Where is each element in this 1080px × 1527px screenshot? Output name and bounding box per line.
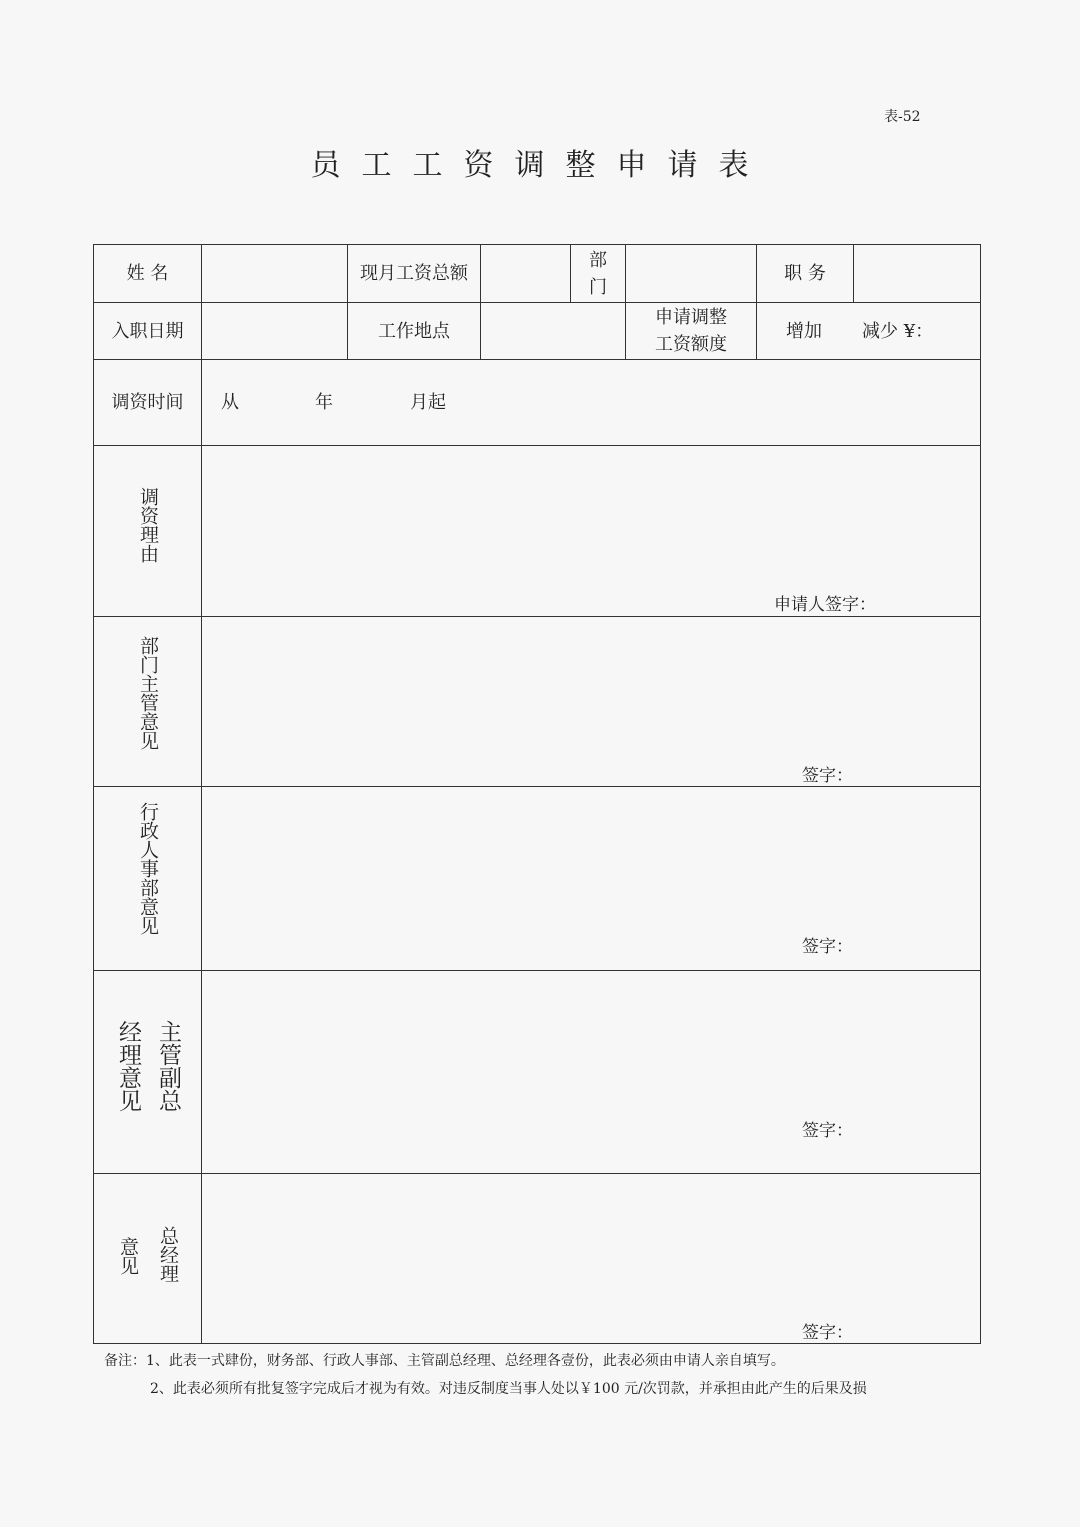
gm-sign-label: 签字： xyxy=(802,1323,853,1343)
dept-head-sign-label: 签字： xyxy=(802,766,853,786)
admin-hr-opinion-label: 行政人事部意见 xyxy=(137,802,159,935)
gm-opinion-field[interactable] xyxy=(202,1174,980,1343)
work-location-label-text: 工作地点 xyxy=(378,320,450,342)
dept-label xyxy=(571,245,625,302)
current-salary-label-text: 现月工资总额 xyxy=(360,263,468,284)
note-line-2: 2、此表必须所有批复签字完成后才视为有效。对违反制度当事人处以￥100 元/次罚款，并承担由此产生的后果及损 xyxy=(150,1381,867,1397)
dept-label-text: 部门 xyxy=(589,249,607,298)
form-code: 表-52 xyxy=(884,109,921,125)
reason-label: 调资理由 xyxy=(137,487,159,563)
decrease-label: 减少 ¥： xyxy=(862,320,934,342)
form-title: 员工工资调整申请表 xyxy=(310,148,770,183)
name-label xyxy=(94,245,201,302)
from-label: 从 xyxy=(221,392,239,413)
adjust-time-label-text: 调资时间 xyxy=(111,392,184,413)
vp-opinion-label-col2: 经理意见 xyxy=(115,1020,141,1112)
gm-opinion-label-col2: 意见 xyxy=(117,1237,139,1275)
work-location-field[interactable] xyxy=(481,303,625,359)
admin-hr-sign-label: 签字： xyxy=(802,937,853,957)
position-label-text: 职 务 xyxy=(784,263,826,284)
apply-amount-label-line1: 申请调整 xyxy=(655,307,727,328)
vp-sign-label: 签字： xyxy=(802,1121,853,1141)
dept-head-opinion-label: 部门主管意见 xyxy=(137,636,159,750)
table-border xyxy=(93,1343,981,1344)
dept-head-opinion-field[interactable] xyxy=(202,617,980,786)
position-label xyxy=(757,245,853,302)
apply-amount-label-line2: 工资额度 xyxy=(655,334,727,355)
apply-amount-label xyxy=(626,303,756,359)
hire-date-label xyxy=(94,303,201,359)
gm-opinion-label-col1: 总经理 xyxy=(157,1226,179,1283)
table-border xyxy=(980,244,981,1344)
dept-field[interactable] xyxy=(626,245,756,302)
applicant-sign-label: 申请人签字： xyxy=(774,595,876,615)
current-salary-field[interactable] xyxy=(481,245,570,302)
vp-opinion-field[interactable] xyxy=(202,971,980,1173)
admin-hr-opinion-field[interactable] xyxy=(202,787,980,970)
adjust-time-label xyxy=(94,360,201,445)
year-label: 年 xyxy=(315,392,333,413)
hire-date-label-text: 入职日期 xyxy=(111,320,184,342)
adjust-amount-field[interactable] xyxy=(757,303,980,359)
name-field[interactable] xyxy=(202,245,347,302)
vp-opinion-label-col1: 主管副总 xyxy=(155,1020,181,1112)
current-salary-label xyxy=(348,245,480,302)
adjust-time-field[interactable] xyxy=(202,360,980,445)
note-line-1: 备注：1、此表一式肆份，财务部、行政人事部、主管副总经理、总经理各壹份，此表必须由申请人亲自填写。 xyxy=(104,1353,785,1369)
increase-label: 增加 xyxy=(786,320,822,342)
name-label-text: 姓 名 xyxy=(126,263,169,284)
work-location-label xyxy=(348,303,480,359)
hire-date-field[interactable] xyxy=(202,303,347,359)
position-field[interactable] xyxy=(854,245,980,302)
month-label: 月起 xyxy=(410,392,446,413)
